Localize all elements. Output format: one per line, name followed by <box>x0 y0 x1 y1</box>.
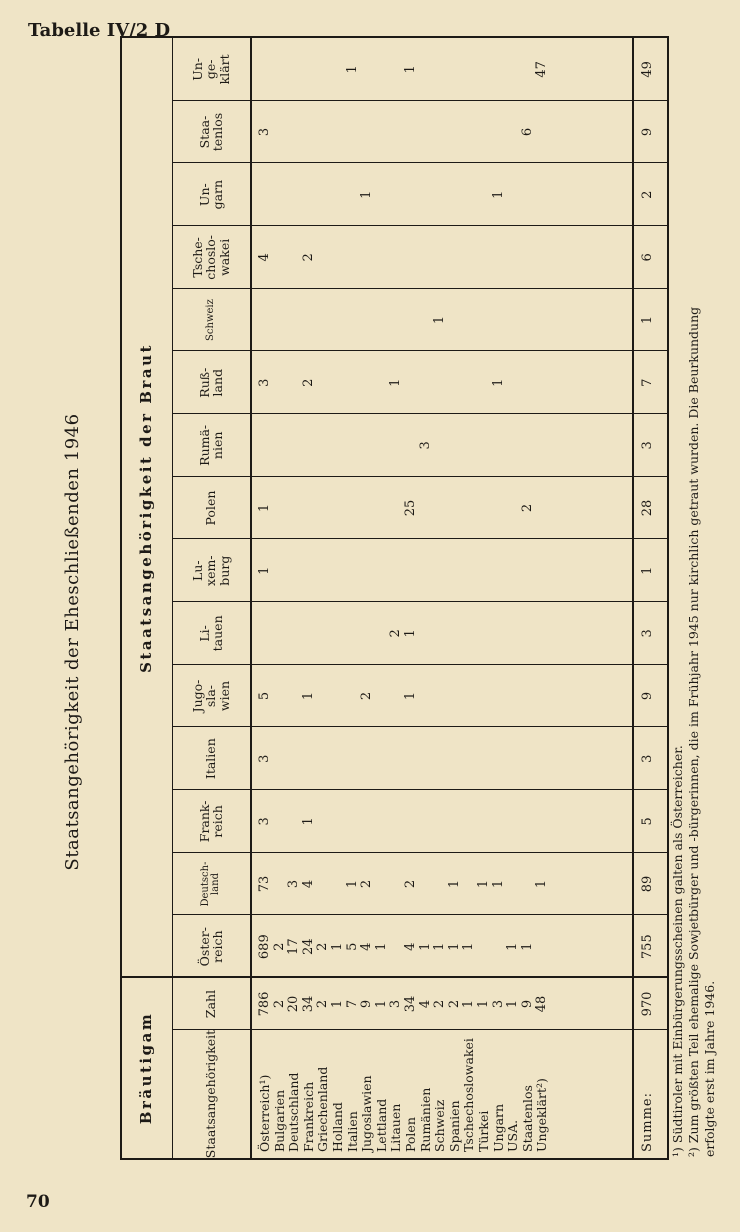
row-label: Holland <box>330 1102 345 1152</box>
sum-cell: 9 <box>640 691 655 701</box>
row-label: Schweiz <box>432 1099 448 1152</box>
table-cell: 1 <box>432 315 448 325</box>
sum-cell: 3 <box>640 754 655 763</box>
table-cell: 1 <box>476 879 491 889</box>
sum-cell: 755 <box>640 934 655 960</box>
row-label: Griechenland <box>315 1066 331 1152</box>
table-cell: 2 <box>403 879 418 889</box>
row-label: Italien <box>344 1111 360 1152</box>
row-label: Ungarn <box>490 1103 506 1152</box>
row-count: 34 <box>300 995 316 1013</box>
table-cell: 1 <box>359 190 375 199</box>
bride-column-header: Rumä- nien <box>196 424 225 466</box>
row-count: 48 <box>534 995 550 1013</box>
groom-nationality-header: Staatsangehörigkeit <box>203 1029 219 1159</box>
bride-column-header: Un- garn <box>196 179 225 210</box>
sum-cell: 3 <box>640 629 655 638</box>
table-cell: 2 <box>388 629 404 638</box>
table-cell: 1 <box>257 566 272 575</box>
row-label: Polen <box>403 1117 418 1152</box>
bride-column-header: Un- ge- klärt <box>190 54 232 85</box>
row-count: 1 <box>373 999 389 1009</box>
table-cell: 1 <box>446 942 462 951</box>
row-count: 9 <box>359 999 375 1009</box>
table-cell: 1 <box>534 879 550 889</box>
row-count: 786 <box>257 991 272 1017</box>
row-count: 3 <box>388 999 404 1009</box>
row-count: 2 <box>432 999 448 1009</box>
row-count: 2 <box>315 999 331 1009</box>
count-header: Zahl <box>203 989 219 1019</box>
marriage-table <box>120 36 669 1160</box>
table-cell: 4 <box>359 942 375 951</box>
row-count: 1 <box>505 999 521 1009</box>
page-label: Tabelle IV/2 D <box>28 20 171 41</box>
row-label: Lettland <box>373 1098 389 1152</box>
row-label: Frankreich <box>300 1081 316 1152</box>
row-count: 2 <box>271 999 287 1009</box>
table-cell: 1 <box>403 65 418 74</box>
table-cell: 5 <box>344 942 360 951</box>
row-count: 34 <box>403 995 418 1013</box>
table-cell: 3 <box>257 378 272 387</box>
table-cell: 1 <box>344 879 360 889</box>
row-count: 3 <box>490 999 506 1009</box>
row-label: USA. <box>505 1119 521 1152</box>
table-cell: 4 <box>257 253 272 262</box>
bride-column-header: Frank- reich <box>196 800 225 843</box>
sum-cell: 6 <box>640 253 655 262</box>
row-label: Tschechoslowakei <box>461 1038 477 1152</box>
table-cell: 2 <box>359 879 375 889</box>
table-cell: 1 <box>446 879 462 889</box>
table-cell: 3 <box>257 127 272 137</box>
row-label: Bulgarien <box>271 1089 287 1152</box>
row-count: 20 <box>286 995 302 1013</box>
row-label: Ungeklärt²) <box>534 1078 550 1152</box>
table-cell: 1 <box>403 691 418 701</box>
table-cell: 6 <box>519 127 535 137</box>
sum-total: 970 <box>640 991 655 1017</box>
sum-cell: 9 <box>640 127 655 137</box>
table-cell: 1 <box>300 691 316 701</box>
bride-column-header: Tsche- choslo- wakei <box>190 234 232 280</box>
row-label: Jugoslawien <box>359 1075 375 1152</box>
row-label: Litauen <box>388 1103 404 1152</box>
row-count: 1 <box>461 999 477 1009</box>
table-cell: 1 <box>257 503 272 513</box>
table-cell: 3 <box>286 879 302 889</box>
row-label: Spanien <box>446 1100 462 1152</box>
row-label: Türkei <box>476 1110 491 1152</box>
table-cell: 1 <box>300 817 316 826</box>
table-cell: 4 <box>300 879 316 889</box>
table-cell: 5 <box>257 691 272 701</box>
row-count: 1 <box>476 999 491 1009</box>
table-title: Staatsangehörigkeit der Eheschließenden 1946 <box>62 413 83 871</box>
row-count: 2 <box>446 999 462 1009</box>
groom-header: Bräutigam <box>137 1011 156 1125</box>
row-count: 4 <box>417 999 433 1009</box>
table-cell: 2 <box>315 942 331 951</box>
row-count: 7 <box>344 999 360 1009</box>
bride-column-header: Polen <box>203 490 219 526</box>
row-label: Staatenlos <box>519 1085 535 1152</box>
table-cell: 2 <box>359 691 375 701</box>
bride-header: Staatsangehörigkeit der Braut <box>137 343 156 673</box>
sum-cell: 2 <box>640 190 655 199</box>
bride-column-header: Schweiz <box>204 299 216 341</box>
table-cell: 2 <box>300 253 316 262</box>
table-cell: 1 <box>519 942 535 951</box>
table-cell: 2 <box>300 378 316 387</box>
table-cell: 1 <box>330 942 345 951</box>
bride-column-header: Italien <box>203 738 219 780</box>
table-cell: 3 <box>257 817 272 826</box>
sum-top-line <box>632 38 634 1158</box>
sum-cell: 5 <box>640 817 655 826</box>
sum-cell: 49 <box>640 61 655 78</box>
bride-column-header: Li- tauen <box>196 615 225 652</box>
sum-label: Summe: <box>640 1091 655 1152</box>
footnotes <box>670 37 718 1157</box>
footnote-1: ¹) Südtiroler mit Einbürgerungsscheinen galten als Österreicher. <box>670 745 685 1157</box>
sum-cell: 28 <box>640 499 655 517</box>
table-cell: 17 <box>286 938 302 955</box>
table-cell: 73 <box>257 875 272 893</box>
table-cell: 1 <box>490 879 506 889</box>
bride-column-header: Jugo- sla- wien <box>190 679 232 713</box>
table-cell: 3 <box>417 441 433 450</box>
table-cell: 2 <box>519 503 535 513</box>
table-cell: 1 <box>490 378 506 387</box>
table-cell: 689 <box>257 934 272 960</box>
sum-cell: 3 <box>640 441 655 450</box>
bride-column-header: Deutsch- land <box>199 861 221 907</box>
table-cell: 1 <box>432 942 448 951</box>
footnote-2: ²) Zum größten Teil ehemalige Sowjetbürger und -bürgerinnen, die im Frühjahr 1945 nur kirchlich getraut wurden. Die Beurkundung <box>686 306 701 1157</box>
table-cell: 4 <box>403 942 418 951</box>
table-cell: 1 <box>490 190 506 199</box>
sum-cell: 7 <box>640 378 655 387</box>
sum-cell: 1 <box>640 315 655 325</box>
table-cell: 1 <box>461 942 477 951</box>
table-cell: 47 <box>534 61 550 78</box>
header-bottom-line <box>250 38 252 1158</box>
table-cell: 1 <box>403 629 418 638</box>
row-label: Österreich¹) <box>257 1074 272 1152</box>
page-number: 70 <box>26 1192 50 1212</box>
row-label: Deutschland <box>286 1072 302 1152</box>
table-cell: 2 <box>271 942 287 951</box>
table-cell: 3 <box>257 754 272 763</box>
bride-column-header: Öster- reich <box>196 927 225 967</box>
footnote-2-continued: erfolgte erst im Jahre 1946. <box>702 980 717 1157</box>
table-cell: 1 <box>344 65 360 74</box>
bride-column-header: Staa- tenlos <box>196 112 225 152</box>
table-cell: 1 <box>373 942 389 951</box>
table-cell: 25 <box>403 499 418 517</box>
sum-cell: 89 <box>640 875 655 893</box>
table-cell: 1 <box>417 942 433 951</box>
table-cell: 1 <box>388 378 404 387</box>
row-count: 9 <box>519 999 535 1009</box>
bride-column-header: Lu- xem- burg <box>190 555 232 586</box>
row-label: Rumänien <box>417 1087 433 1152</box>
row-count: 1 <box>330 999 345 1009</box>
bride-column-header: Ruß- land <box>196 367 225 398</box>
table-cell: 1 <box>505 942 521 951</box>
sum-cell: 1 <box>640 566 655 575</box>
table-cell: 24 <box>300 938 316 955</box>
